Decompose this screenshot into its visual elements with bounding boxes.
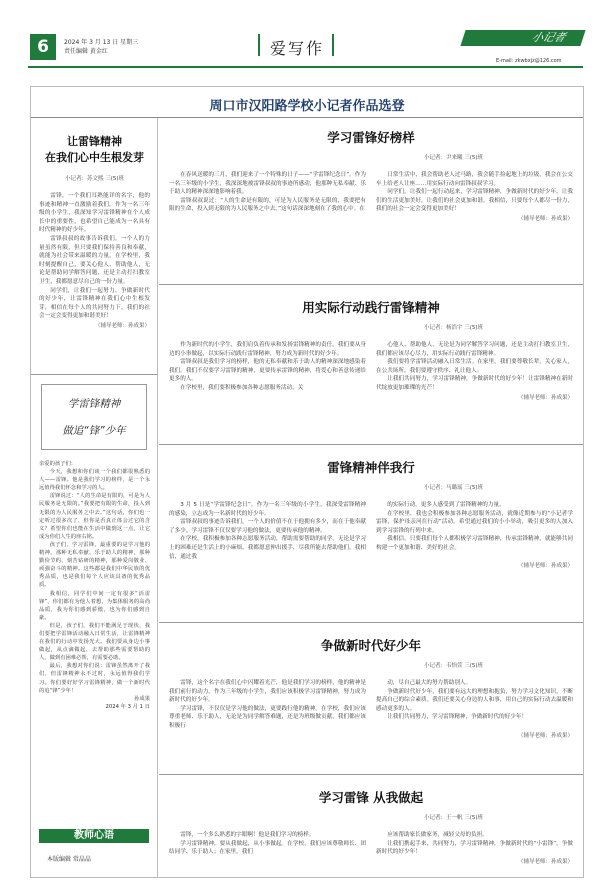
paragraph: 雷锋说过：“人的生命是有限的，可是为人民服务是无限的。”我要把有限的生命，投入到无限的为人民服务之中去。”这句话，你们也一定听过很多次了，但你是否真正体会过它的含义？希望你们也能在生活中做到这一点，让它成为你们人生的座右铭。: [39, 493, 150, 540]
issue-meta: [64, 38, 138, 56]
article-body: [169, 341, 573, 393]
paragraph: 同学们，让我们一起行动起来，学习雷锋精神，争做新时代的好少年，让我们的生活更加美好，让我们的社会更加和谐。我相信，只要每个人都尽一份力，我们的社会一定会变得更加美好！: [376, 189, 573, 213]
paragraph: 雷锋，一个我们耳熟能详的名字，他的事迹和精神一直激励着我们。作为一名三年级的小学生，我深知学习雷锋精神在个人成长中的重要性，也希望自己能成为一名具有时代精神的好少年。: [39, 193, 150, 234]
poem-title-1: 学雷锋精神: [67, 398, 121, 410]
left-article-counsel: （辅导老师：孙成果）: [94, 322, 150, 329]
article-title: 用实际行动践行雷锋精神: [302, 300, 440, 315]
article-divider: [159, 622, 583, 623]
page-header: [0, 0, 600, 72]
paragraph: 心他人、帮助他人，无论是为同学解答学习问题，还是主动打扫教室卫生，我们都应该尽心尽力，用实际行动践行雷锋精神。: [376, 342, 573, 357]
paragraph: 我相信，同学们中间一定有很多“活雷锋”，你们都有为他人着想、为集体服务的高尚品质，我为你们感到骄傲，也为你们感到自豪。: [39, 590, 150, 621]
article-body: [169, 501, 573, 561]
paragraph: 雷锋，一个多么熟悉的字眼啊！他是我们学习的榜样。: [180, 832, 315, 838]
article-col-2: [376, 171, 573, 214]
paragraph: 动，尽自己最大的努力帮助别人。: [387, 680, 472, 686]
paragraph: 我相信，只要我们每个人都积极学习雷锋精神，传承雷锋精神，就能够共同构建一个更加和谐、美好的社会。: [376, 536, 573, 551]
letter-date: 2024 年 3 月 1 日: [105, 703, 150, 710]
paragraph: 争做新时代好少年，我们要有远大的理想和抱负，努力学习文化知识，不断提高自己的综合素质。我们还要关心身边的人和事，用自己的实际行动去温暖和感动更多的人。: [376, 688, 573, 712]
article-body: [169, 679, 573, 731]
article-counsel: （辅导老师：孙成果）: [517, 394, 573, 401]
article-body: [169, 831, 573, 857]
paragraph: 我们要将学雷锋活动融入日常生活。在家里，我们要尊敬长辈，关心家人，在公共场所，我们要遵守秩序、礼让他人。: [376, 359, 573, 374]
paragraph: 雷锋叔叔的事迹告诉我们，一个人的价值不在于他拥有多少，而在于他奉献了多少。学习雷锋不仅仅要学习他的做法，更要传承他的精神。: [169, 519, 366, 534]
paragraph: 雷锋叔叔的故事告诉我们，一个人的力量虽然有限，但只要我们保持善良和奉献，就能为社会带来温暖的力量。在学校里，我时刻提醒自己，要关心他人、帮助他人，无论是帮助同学解答问题，还是主动打扫教室卫生，我都愿意尽自己的一份力量。: [39, 235, 150, 285]
contact-email: E-mail: zkwbxjz@126.com: [496, 58, 562, 64]
left-article-body: [39, 192, 150, 321]
article-4: [169, 636, 573, 739]
paragraph: 让我们携起手来，共同努力，学习雷锋精神，争做新时代的“小雷锋”，争做新时代的好少年！: [376, 840, 573, 856]
article-col-1: [169, 831, 366, 857]
paragraph: 在学校，我积极参加各种志愿服务活动，帮助需要帮助的同学。无论是学习上的困难还是生活上的小麻烦，我都愿意伸出援手，尽我所能去帮助他们。我相信，通过我: [169, 536, 366, 560]
header-divider: [28, 66, 583, 68]
paragraph: 在学校里，我也会积极参加各种志愿服务活动，就像近期参与的“小记者学雷锋，保护母亲河在行动”活动。希望通过我们的小小举动，吸引更多的人加入到学习雷锋的行列中来。: [376, 510, 573, 534]
issue-editor: 责任编辑 黄金红: [64, 48, 108, 55]
article-byline: 小记者：王一帆 三(5)班: [423, 815, 483, 821]
brand-logo: 小记者: [460, 30, 585, 46]
left-column: [31, 118, 158, 877]
article-title: 学习雷锋 从我做起: [318, 790, 424, 805]
paragraph: 学习雷锋，不仅仅是学习他的做法，更要践行他的精神。在学校，我们应该尊重老师、乐于助人，无论是为同学解答难题，还是为班级做贡献，我们都应该积极行: [169, 705, 366, 729]
letter-salutation: 亲爱的孩子们：: [39, 461, 77, 467]
article-divider: [159, 284, 583, 285]
article-divider: [159, 444, 583, 445]
paragraph: 雷锋叔叔说过：“人的生命是有限的，可是为人民服务是无限的，我要把有限的生命，投入到无限的为人民服务之中去。”这句话深深地刻在了我的心中。在: [169, 197, 366, 213]
article-title: 学习雷锋好榜样: [327, 130, 415, 145]
left-article: [39, 134, 150, 329]
article-col-2: [376, 341, 573, 393]
article-byline: 小记者：马璐瑶 三(5)班: [423, 485, 483, 491]
left-article-title-2: 在我们心中生根发芽: [45, 151, 144, 164]
letter-signature: 孙成果: [134, 695, 150, 702]
article-title: 争做新时代好少年: [320, 638, 421, 653]
left-article-byline: 小记者：苏文熙 三(5)班: [64, 176, 125, 182]
article-col-2: [376, 501, 573, 561]
article-divider: [159, 774, 583, 775]
article-body: [169, 171, 573, 214]
article-5: [169, 788, 573, 865]
article-col-2: [376, 831, 573, 857]
article-3: [169, 458, 573, 569]
content-frame: [30, 86, 584, 878]
paragraph: 让我们共同努力，学习雷锋精神，争做新时代的好少年！让雷锋精神在新时代绽放更加璀璨的光芒！: [376, 376, 573, 391]
left-divider: [31, 374, 157, 375]
paragraph: 学习雷锋精神，要从我做起，从小事做起。在学校，我们应该尊敬师长、团结同学、乐于助人；在家里，我们: [169, 840, 366, 856]
page-editor: 本版编辑 常晶晶: [47, 856, 91, 863]
article-counsel: （辅导老师：孙成果）: [517, 215, 573, 222]
section-bracket-left: [258, 34, 260, 56]
paragraph: 在春风送暖的三月，我们迎来了一个特殊的日子——“学雷锋纪念日”。作为一名三年级的小学生，我深深地被雷锋叔叔的事迹所感动，他那种无私奉献、乐于助人的精神深深地影响着我。: [169, 172, 366, 196]
issue-date: 2024 年 3 月 13 日 星期三: [64, 39, 139, 46]
article-title: 雷锋精神伴我行: [327, 460, 415, 475]
paragraph: 作为新时代的小学生，我们肩负着传承和发扬雷锋精神的责任。我们要从身边的小事做起，以实际行动践行雷锋精神，努力成为新时代的好少年。: [169, 342, 366, 357]
article-col-1: [169, 679, 366, 731]
article-byline: 小记者：尹来曦 三(5)班: [423, 155, 483, 161]
article-1: [169, 128, 573, 222]
section-bracket-right: [332, 34, 334, 56]
page-main-title: 周口市汉阳路学校小记者作品选登: [209, 99, 405, 114]
article-col-2: [376, 679, 573, 731]
section-title: 爱写作: [270, 39, 325, 58]
article-counsel: （辅导老师：孙成果）: [517, 563, 573, 570]
teacher-letter: [39, 460, 150, 711]
paragraph: 的实际行动，更多人感受到了雷锋精神的力量。: [387, 502, 505, 508]
paragraph: 孩子们，学习雷锋，最重要的是学习他的精神，那种无私奉献、乐于助人的精神，那种勤俭节约、刻苦钻研的精神，那种爱岗敬业、顽强奋斗的精神。这些都是我们中华民族的优秀品质，也是我们每个人应该具备的优秀品质。: [39, 541, 150, 589]
article-byline: 小记者：杨浩宇 三(5)班: [423, 325, 483, 331]
poem-title-2: 做追“锋”少年: [62, 425, 126, 437]
article-counsel: （辅导老师：孙成果）: [517, 732, 573, 739]
paragraph: 最后，我想对你们说：雷锋虽然离开了我们，但雷锋精神永不过时，永远值得我们学习。你们要好好学习雷锋精神，做一个新时代的追“锋”少年！: [39, 663, 150, 694]
left-article-title-1: 让雷锋精神: [67, 135, 122, 148]
article-col-1: [169, 171, 366, 214]
paragraph: 日常生活中，我会帮助老人过马路，我会随手捡起地上的垃圾，我会在公交车上给老人让座……用实际行动向雷锋叔叔学习。: [376, 172, 573, 187]
article-2: [169, 298, 573, 401]
article-counsel: （辅导老师：孙成果）: [517, 858, 573, 865]
article-col-1: [169, 501, 366, 561]
article-byline: 小记者：韦怡萱 三(5)班: [423, 663, 483, 669]
paragraph: 但是，孩子们，我们不能满足于现状，我们要把学雷锋活动融入日常生活，让雷锋精神在我们的行动中发扬光大。我们要从身边小事做起，从点滴做起，去帮助那些需要帮助的人，做到有困难必帮，有需要必助。: [39, 622, 150, 662]
poem-title-box: [41, 384, 147, 450]
article-col-1: [169, 341, 366, 393]
paragraph: 雷锋，这个名字在我们心中闪耀着光芒，他是我们学习的榜样，他的精神是我们前行的动力。作为三年级的小学生，我们应该积极学习雷锋精神，努力成为新时代的好少年。: [169, 680, 366, 704]
paragraph: 雷锋叔叔是我们学习的榜样，他的无私奉献和乐于助人的精神深深地感染着我们。我们不仅要学习雷锋的精神，更要传承雷锋的精神，将爱心和善意传递给更多的人。: [169, 359, 366, 383]
page-number: 6: [30, 34, 56, 60]
paragraph: 今天，我想和你们谈一个我们都很熟悉的人——雷锋。他是我们学习的榜样，是一个永远值得我们怀念和学习的人。: [39, 469, 150, 492]
right-column: [159, 118, 583, 877]
paragraph: 同学们，让我们一起努力，争做新时代的好少年，让雷锋精神在我们心中生根发芽，相信在每个人的共同努力下，我们的社会一定会变得更加和谐美好！: [39, 287, 150, 320]
paragraph: 应该帮助家长做家务，减轻父母的负担。: [387, 832, 488, 838]
teacher-heart-banner: 教师心语: [39, 829, 149, 843]
paragraph: 在学校里，我们要积极参加各种志愿服务活动，关: [180, 384, 304, 391]
paragraph: 3 月 5 日是“学雷锋纪念日”。作为一名三年级的小学生，我深受雷锋精神的感染，立志成为一名新时代的好少年。: [169, 502, 366, 517]
paragraph: 让我们共同努力，学习雷锋精神，争做新时代的好少年！: [387, 714, 528, 721]
